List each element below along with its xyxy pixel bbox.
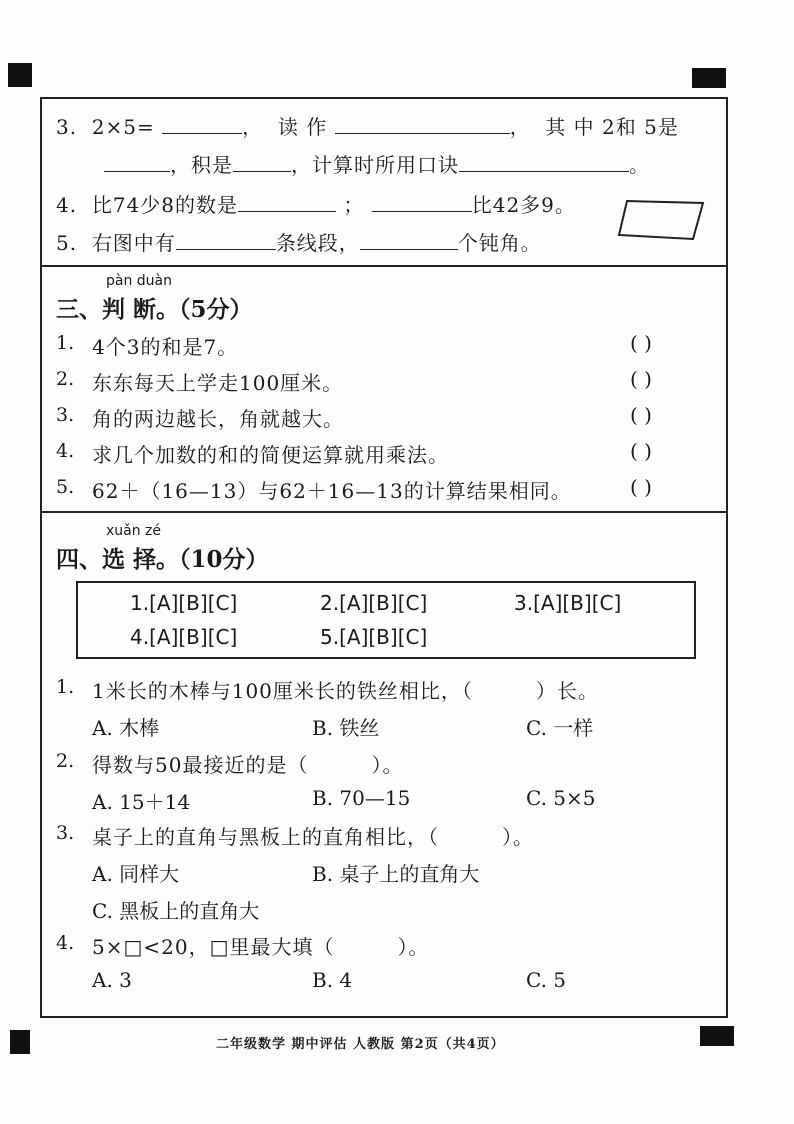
answer-blank[interactable] [104,153,170,172]
judge-answer-paren[interactable]: ( ) [630,403,652,427]
choice-question-text: 桌子上的直角与黑板上的直角相比，（ ）。 [92,825,534,849]
choice-question-number: 1. [56,676,75,698]
judge-item-number: 3. [56,404,75,426]
fill-q4 [56,189,576,218]
judge-item-number: 1. [56,332,75,354]
choice-question-number: 4. [56,932,75,954]
section-heading-choice: 四、选 择。（10分） [56,546,269,573]
registration-mark-bottom-left [10,1030,30,1054]
label-rhyme: ，计算时所用口诀 [291,153,459,177]
judge-answer-paren[interactable]: ( ) [630,367,652,391]
answer-card-box [76,581,696,659]
answer-blank[interactable] [238,193,336,212]
choice-option[interactable]: B. 铁丝 [312,716,380,740]
pinyin-xuan-ze: xuǎn zé [106,523,162,539]
choice-option[interactable]: A. 木棒 [92,716,160,740]
answer-card-item[interactable]: 3.[A][B][C] [514,591,622,615]
section-heading-judge: 三、判 断。（5分） [56,296,253,323]
choice-option[interactable]: B. 4 [312,968,353,992]
label-among: 其 中 2和 5是 [545,115,679,139]
judge-item-number: 4. [56,440,75,462]
section-divider [42,265,726,267]
question-text: 比42多9。 [471,193,576,217]
choice-option[interactable]: B. 桌子上的直角大 [312,862,480,886]
parallelogram-figure [617,199,707,243]
choice-option[interactable]: A. 同样大 [92,862,180,886]
answer-blank[interactable] [372,193,472,212]
punct: ； [343,193,365,217]
answer-blank[interactable] [233,153,291,172]
registration-mark-top-left [8,63,32,87]
question-text: 条线段， [275,231,360,255]
judge-answer-paren[interactable]: ( ) [630,475,652,499]
punct: ， [509,115,531,139]
punct: ， [242,115,264,139]
answer-card-item[interactable]: 1.[A][B][C] [130,591,238,615]
page-footer: 二年级数学 期中评估 人教版 第2页（共4页） [216,1037,505,1052]
judge-item-text: 62＋（16—13）与62＋16—13的计算结果相同。 [92,479,572,503]
answer-blank[interactable] [360,231,458,250]
judge-item-text: 角的两边越长，角就越大。 [92,407,344,431]
pinyin-pan-duan: pàn duàn [106,273,173,289]
choice-question-number: 3. [56,822,75,844]
choice-option[interactable]: C. 5×5 [526,786,596,810]
question-number: 3. [56,115,78,139]
choice-question-text: 1米长的木棒与100厘米长的铁丝相比，（ ）长。 [92,679,599,703]
registration-mark-bottom-right [700,1026,734,1046]
label-read-as: 读 作 [277,115,328,139]
answer-blank[interactable] [335,115,510,134]
judge-item-text: 4个3的和是7。 [92,335,239,359]
section-divider [42,511,726,513]
fill-q3-line1 [56,111,679,140]
judge-answer-paren[interactable]: ( ) [630,439,652,463]
choice-question-text: 得数与50最接近的是（ ）。 [92,753,404,777]
judge-item-text: 东东每天上学走100厘米。 [92,371,344,395]
question-text: 比74少8的数是 [91,193,238,217]
label-product: ，积是 [170,153,233,177]
choice-option[interactable]: C. 一样 [526,716,594,740]
choice-option[interactable]: A. 3 [92,968,132,992]
judge-item-text: 求几个加数的和的简便运算就用乘法。 [92,443,449,467]
judge-item-number: 2. [56,368,75,390]
choice-option[interactable]: B. 70—15 [312,786,411,810]
question-number: 5. [56,231,78,255]
punct: 。 [629,153,650,177]
answer-blank[interactable] [459,153,629,172]
fill-q3-line2 [104,149,650,178]
answer-card-item[interactable]: 5.[A][B][C] [320,625,428,649]
registration-mark-top-right [692,68,726,88]
answer-blank[interactable] [162,115,242,134]
question-text: 个钝角。 [457,231,542,255]
judge-item-number: 5. [56,476,75,498]
question-text: 右图中有 [91,231,176,255]
expression: 2×5= [91,115,155,139]
fill-q5 [56,227,542,256]
choice-question-text: 5×□<20，□里最大填（ ）。 [92,935,430,959]
choice-question-number: 2. [56,750,75,772]
choice-option[interactable]: C. 5 [526,968,567,992]
question-number: 4. [56,193,78,217]
judge-answer-paren[interactable]: ( ) [630,331,652,355]
exam-frame [40,97,728,1018]
choice-option[interactable]: C. 黑板上的直角大 [92,899,260,923]
answer-card-item[interactable]: 4.[A][B][C] [130,625,238,649]
answer-blank[interactable] [176,231,276,250]
answer-card-item[interactable]: 2.[A][B][C] [320,591,428,615]
choice-option[interactable]: A. 15＋14 [92,790,191,814]
